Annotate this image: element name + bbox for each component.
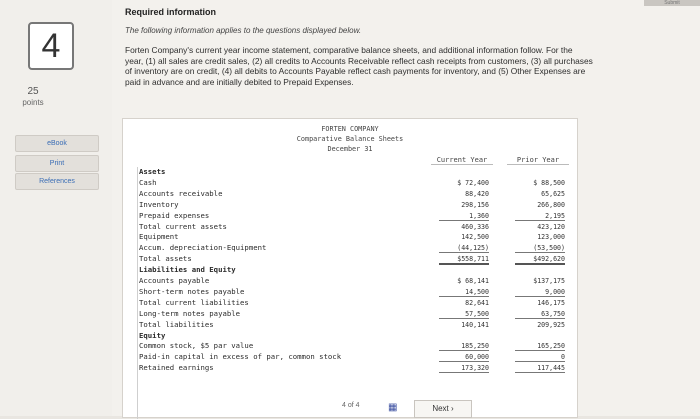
page-indicator: 4 of 4	[342, 402, 360, 409]
question-number: 4	[28, 22, 74, 70]
row-label: Equity	[139, 330, 166, 340]
current-year-value: 57,500	[439, 310, 489, 319]
prior-year-value: 423,120	[537, 222, 565, 231]
intro-paragraph: Forten Company's current year income statement, comparative balance sheets, and additional information follow. For the year, (1) all sales are credit sales, (2) all credits to Accounts Receivable reflect cash receipts from customers, (3) all purchases of inventory are on credit, (4) all debits to Accounts Payable reflect cash payments for inventory, and (5) Other Expenses are paid in advance and are initially debited to Prepaid Expenses.	[125, 45, 593, 87]
question-sidebar	[0, 0, 113, 416]
prior-year-value: 0	[515, 353, 565, 362]
row-label: Total current liabilities	[139, 297, 249, 307]
current-year-value: 140,141	[461, 320, 489, 329]
row-label: Accum. depreciation-Equipment	[139, 243, 267, 253]
prior-year-value: 266,800	[537, 200, 565, 209]
column-prior-year: Prior Year	[507, 156, 569, 165]
row-label: Accounts receivable	[139, 188, 223, 198]
row-label: Common stock, $5 par value	[139, 341, 254, 351]
submit-button[interactable]: Submit	[644, 0, 700, 6]
row-label: Total assets	[139, 254, 192, 264]
statement-title: Comparative Balance Sheets	[296, 135, 404, 143]
current-year-value: 298,156	[461, 200, 489, 209]
current-year-value: $558,711	[439, 255, 489, 265]
prior-year-value: 63,750	[515, 310, 565, 319]
company-name: FORTEN COMPANY	[321, 125, 379, 133]
row-label: Equipment	[139, 232, 179, 242]
row-label: Cash	[139, 177, 157, 187]
info-note: The following information applies to the questions displayed below.	[125, 26, 362, 35]
current-year-value: 60,000	[439, 353, 489, 362]
points-label: points	[22, 98, 44, 107]
row-label: Total liabilities	[139, 319, 214, 329]
row-label: Inventory	[139, 199, 179, 209]
column-current-year: Current Year	[431, 156, 493, 165]
prior-year-value: 65,625	[541, 189, 565, 198]
row-label: Liabilities and Equity	[139, 265, 236, 275]
question-content	[112, 0, 700, 416]
prior-year-value: 209,925	[537, 320, 565, 329]
current-year-value: 173,320	[439, 364, 489, 373]
current-year-value: 88,420	[465, 189, 489, 198]
prior-year-value: 146,175	[537, 298, 565, 307]
prior-year-value: $137,175	[533, 277, 565, 285]
question-grid-icon[interactable]: ▦	[388, 402, 398, 413]
next-button[interactable]: Next ›	[414, 400, 472, 418]
prior-year-value: $ 88,500	[533, 178, 565, 187]
current-year-value: (44,125)	[439, 244, 489, 253]
row-label: Long-term notes payable	[139, 308, 241, 318]
required-info-heading: Required information	[125, 7, 217, 17]
current-year-value: $ 72,400	[457, 178, 489, 187]
statement-date: December 31	[327, 145, 373, 153]
prior-year-value: 123,000	[537, 233, 565, 242]
row-label: Accounts payable	[139, 276, 210, 285]
current-year-value: 14,500	[439, 288, 489, 297]
prior-year-value: 165,250	[515, 342, 565, 351]
next-button-label: Next	[432, 404, 449, 413]
current-year-value: 185,250	[439, 342, 489, 351]
row-label: Paid-in capital in excess of par, common stock	[139, 352, 342, 362]
current-year-value: 460,336	[461, 222, 489, 231]
ebook-button[interactable]: eBook	[15, 135, 99, 152]
current-year-value: 142,500	[461, 233, 489, 242]
points-value: 25	[27, 86, 39, 97]
row-label: Assets	[139, 167, 166, 176]
column-divider	[137, 167, 138, 419]
balance-sheet-panel	[122, 118, 578, 418]
row-label: Retained earnings	[139, 363, 214, 373]
prior-year-value: (53,500)	[515, 244, 565, 253]
prior-year-value: 117,445	[515, 364, 565, 373]
print-button[interactable]: Print	[15, 155, 99, 172]
row-label: Total current assets	[139, 221, 227, 231]
prior-year-value: 2,195	[515, 212, 565, 221]
points-display	[10, 86, 56, 108]
current-year-value: 1,360	[439, 212, 489, 221]
current-year-value: 82,641	[465, 298, 489, 307]
row-label: Prepaid expenses	[139, 210, 210, 220]
current-year-value: $ 68,141	[457, 277, 489, 285]
prior-year-value: 9,000	[515, 288, 565, 297]
row-label: Short-term notes payable	[139, 286, 245, 296]
references-button[interactable]: References	[15, 173, 99, 190]
prior-year-value: $492,620	[515, 255, 565, 265]
